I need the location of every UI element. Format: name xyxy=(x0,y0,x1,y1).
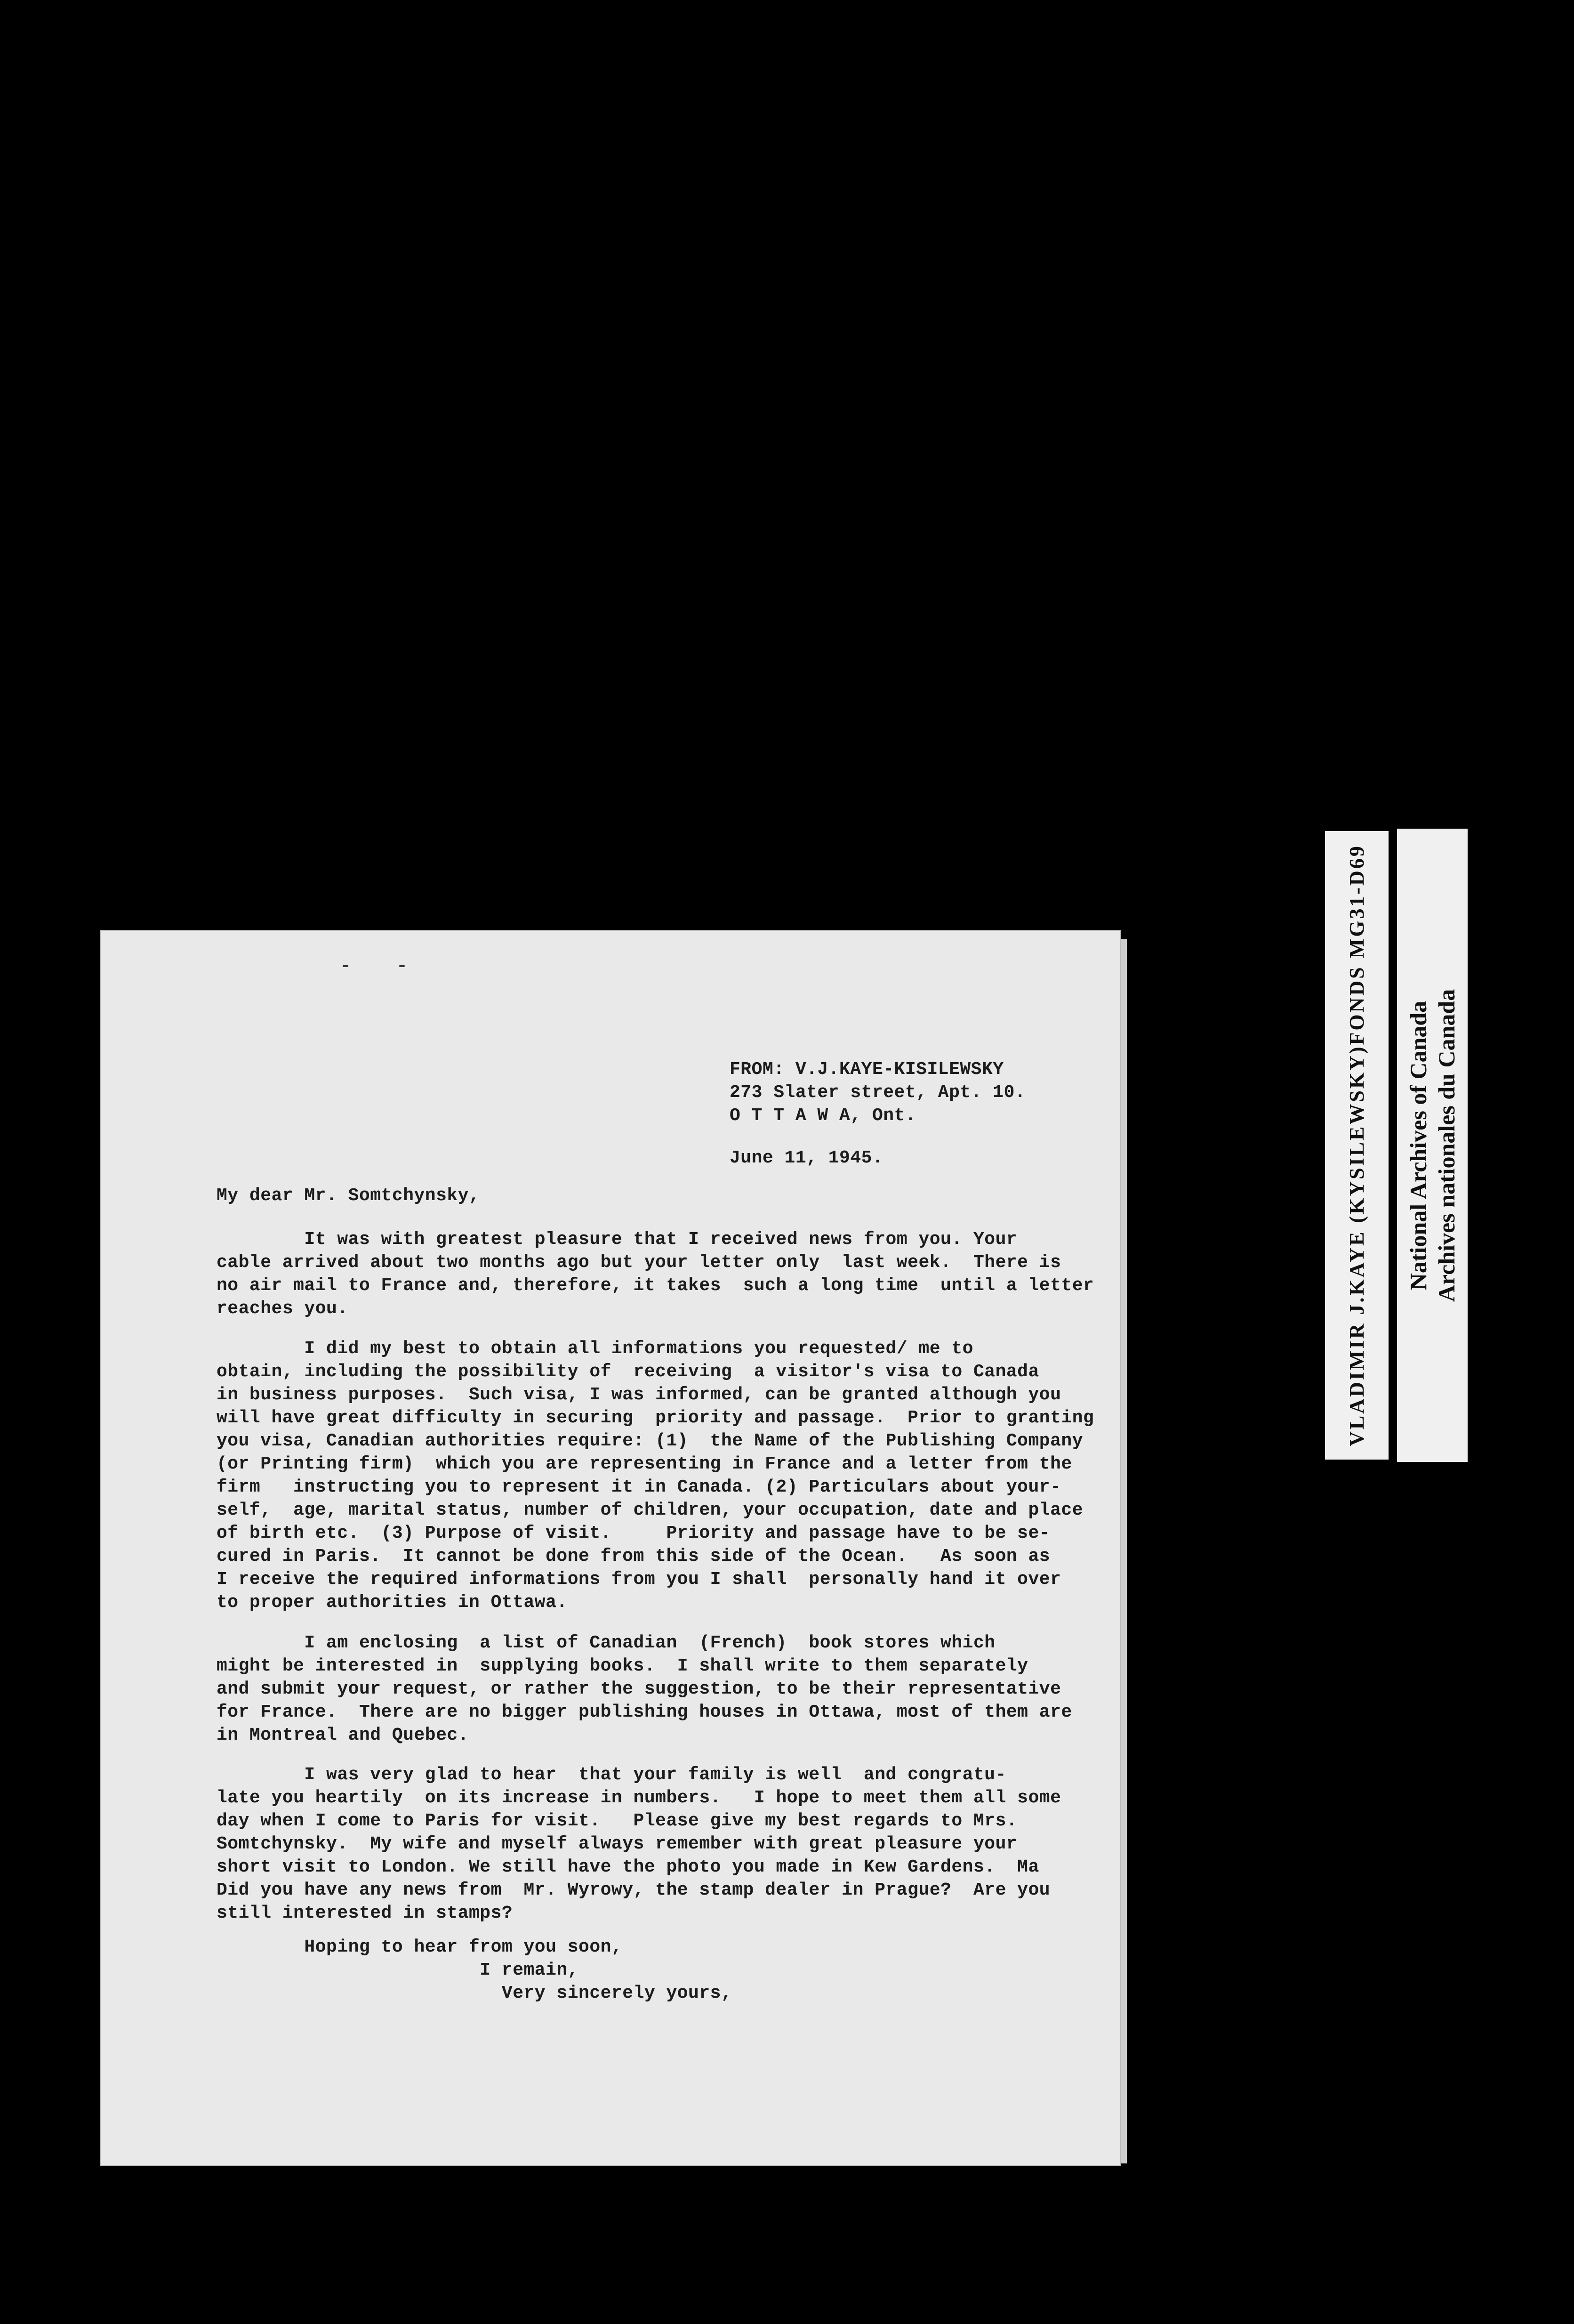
letter-date: June 11, 1945. xyxy=(730,1148,883,1168)
sender-name-line: FROM: V.J.KAYE-KISILEWSKY xyxy=(730,1059,1004,1080)
text-line: to proper authorities in Ottawa. xyxy=(217,1592,568,1613)
text-line: reaches you. xyxy=(217,1299,348,1319)
institution-name-fr: Archives nationales du Canada xyxy=(1433,989,1460,1302)
institution-name-en: National Archives of Canada xyxy=(1405,1001,1432,1290)
text-line: (or Printing firm) which you are representing in France and a letter from the xyxy=(217,1454,1072,1474)
text-line: in Montreal and Quebec. xyxy=(217,1725,469,1745)
fonds-label xyxy=(1325,831,1389,1460)
stray-typewriter-mark: - - xyxy=(340,956,408,977)
archives-label xyxy=(1397,829,1468,1462)
text-line: in business purposes. Such visa, I was informed, can be granted although you xyxy=(217,1385,1061,1405)
sender-street-line: 273 Slater street, Apt. 10. xyxy=(730,1082,1026,1103)
fonds-label-text: VLADIMIR J.KAYE (KYSILEWSKY)FONDS MG31-D69 xyxy=(1345,844,1368,1446)
sender-city-line: O T T A W A, Ont. xyxy=(730,1106,916,1126)
text-line: still interested in stamps? xyxy=(217,1903,513,1923)
text-line: you visa, Canadian authorities require: (1) the Name of the Publishing Company xyxy=(217,1431,1083,1451)
closing-line: I remain, xyxy=(217,1960,579,1980)
text-line: no air mail to France and, therefore, it takes such a long time until a letter xyxy=(217,1275,1094,1296)
archives-label-text xyxy=(1404,989,1461,1301)
text-line: short visit to London. We still have the photo you made in Kew Gardens. Ma xyxy=(217,1857,1039,1877)
salutation: My dear Mr. Somtchynsky, xyxy=(217,1186,480,1206)
text-line: I am enclosing a list of Canadian (French) book stores which xyxy=(217,1633,996,1653)
text-line: late you heartily on its increase in numbers. I hope to meet them all some xyxy=(217,1788,1061,1808)
text-line: cured in Paris. It cannot be done from this side of the Ocean. As soon as xyxy=(217,1546,1051,1566)
text-line: might be interested in supplying books. I shall write to them separately xyxy=(217,1656,1028,1676)
text-line: of birth etc. (3) Purpose of visit. Priority and passage have to be se- xyxy=(217,1523,1051,1543)
underlying-sheet-edge-right xyxy=(1121,939,1127,2163)
text-line: firm instructing you to represent it in Canada. (2) Particulars about your- xyxy=(217,1477,1061,1497)
text-line: self, age, marital status, number of children, your occupation, date and place xyxy=(217,1500,1083,1520)
text-line: day when I come to Paris for visit. Please give my best regards to Mrs. xyxy=(217,1811,1018,1831)
closing-line: Very sincerely yours, xyxy=(217,1983,732,2003)
text-line: cable arrived about two months ago but your letter only last week. There is xyxy=(217,1252,1061,1273)
text-line: obtain, including the possibility of receiving a visitor's visa to Canada xyxy=(217,1362,1039,1382)
text-line: Somtchynsky. My wife and myself always remember with great pleasure your xyxy=(217,1834,1018,1854)
letter-page xyxy=(100,930,1121,2166)
text-line: will have great difficulty in securing priority and passage. Prior to granting xyxy=(217,1408,1094,1428)
text-line: Did you have any news from Mr. Wyrowy, the stamp dealer in Prague? Are you xyxy=(217,1880,1051,1900)
text-line: and submit your request, or rather the suggestion, to be their representative xyxy=(217,1679,1061,1699)
text-line: It was with greatest pleasure that I received news from you. Your xyxy=(217,1229,1018,1250)
text-line: I receive the required informations from you I shall personally hand it over xyxy=(217,1569,1061,1590)
text-line: I was very glad to hear that your family is well and congratu- xyxy=(217,1765,1006,1785)
text-line: for France. There are no bigger publishing houses in Ottawa, most of them are xyxy=(217,1702,1072,1722)
closing-line: Hoping to hear from you soon, xyxy=(217,1937,623,1957)
text-line: I did my best to obtain all informations you requested/ me to xyxy=(217,1339,973,1359)
